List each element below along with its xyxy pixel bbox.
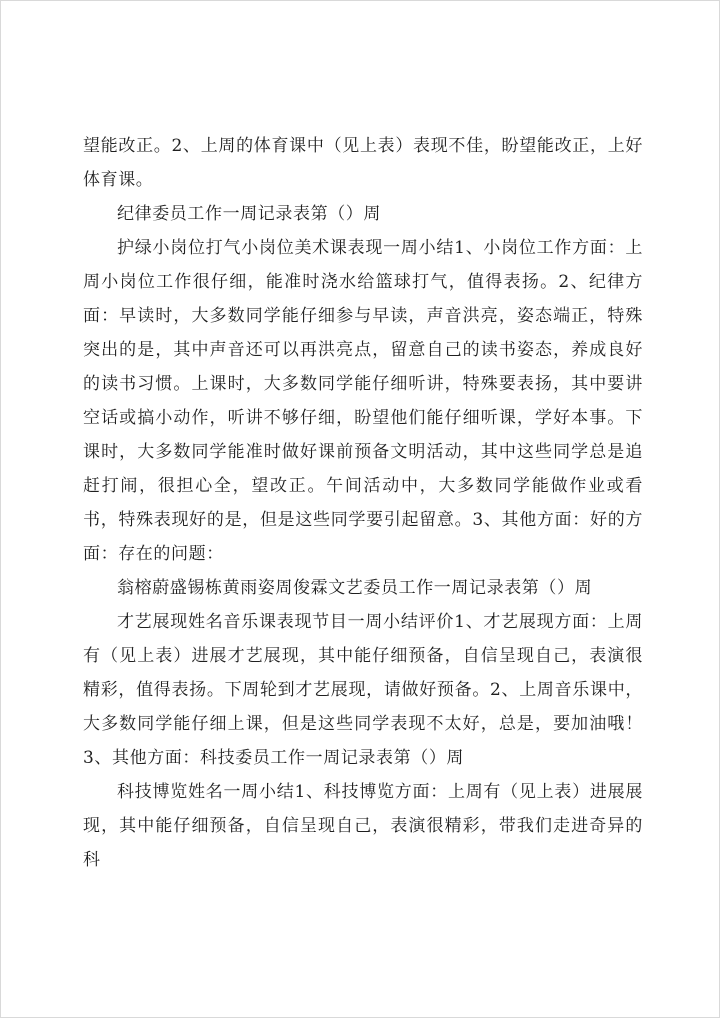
paragraph-1: 望能改正。2、上周的体育课中（见上表）表现不佳，盼望能改正，上好体育课。 <box>83 136 643 190</box>
document-body <box>83 129 643 877</box>
paragraph-4: 翁榕蔚盛锡栋黄雨姿周俊霖文艺委员工作一周记录表第（）周 <box>117 578 593 598</box>
paragraph-2-heading: 纪律委员工作一周记录表第（）周 <box>117 204 381 224</box>
paragraph-3: 护绿小岗位打气小岗位美术课表现一周小结1、小岗位工作方面：上周小岗位工作很仔细，能准时浇水给篮球打气，值得表扬。2、纪律方面：早读时，大多数同学能仔细参与早读，声音洪亮，姿态端正，特殊突出的是，其中声音还可以再洪亮点，留意自己的读书姿态，养成良好的读书习惯。上课时，大多数同学能仔细听讲，特殊要表扬，其中要讲空话或搞小动作，听讲不够仔细，盼望他们能仔细听课，学好本事。下课时，大多数同学能准时做好课前预备文明活动，其中这些同学总是追赶打闹，很担心全，望改正。午间活动中，大多数同学能做作业或看书，特殊表现好的是，但是这些同学要引起留意。3、其他方面：好的方面：存在的问题： <box>83 238 643 564</box>
paragraph-6: 科技博览姓名一周小结1、科技博览方面：上周有（见上表）进展展现，其中能仔细预备，自信呈现自己，表演很精彩，带我们走进奇异的科 <box>83 782 643 870</box>
paragraph-5: 才艺展现姓名音乐课表现节目一周小结评价1、才艺展现方面：上周有（见上表）进展才艺展现，其中能仔细预备，自信呈现自己，表演很精彩，值得表扬。下周轮到才艺展现，请做好预备。2、上周音乐课中，大多数同学能仔细上课，但是这些同学表现不太好，总是，要加油哦！3、其他方面：科技委员工作一周记录表第（）周 <box>83 612 643 768</box>
